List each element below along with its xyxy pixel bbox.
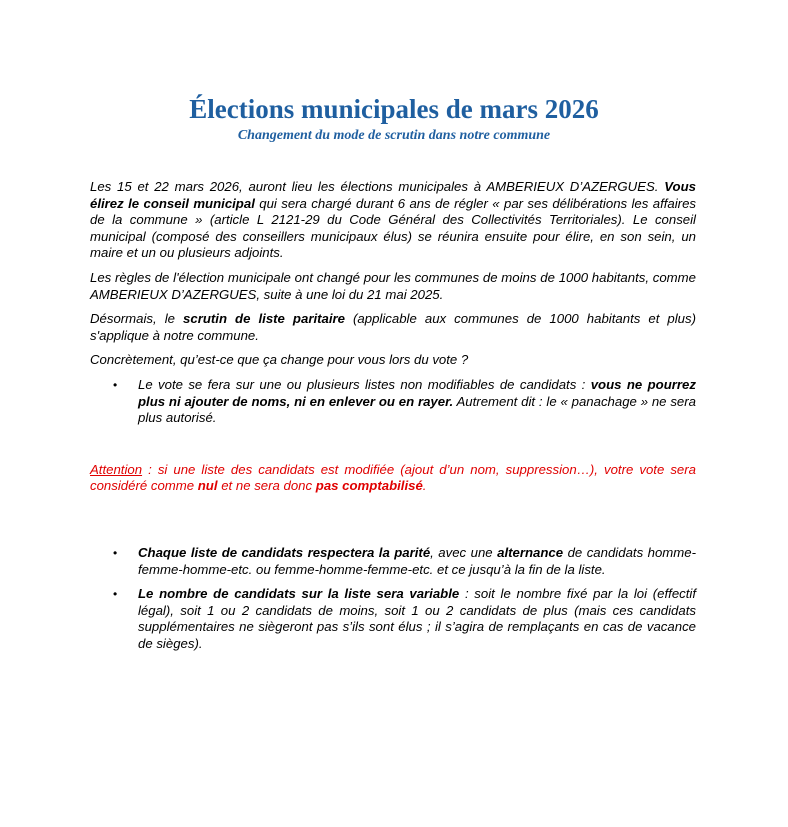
list-item bbox=[113, 544, 696, 578]
paragraph-rules: Les règles de l'élection municipale ont changé pour les communes de moins de 1000 habitants, comme AMBERIEUX D’AZERGUES, suite à une loi du 21 mai 2025. bbox=[90, 269, 696, 302]
bullet1-after: Autrement dit : le « panachage » ne sera plus autorisé. bbox=[138, 393, 696, 426]
bullet1-before: Le vote se fera sur une ou plusieurs listes non modifiables de candidats : bbox=[138, 376, 591, 392]
attention-paragraph bbox=[90, 462, 696, 495]
bullet-list-2 bbox=[90, 545, 696, 653]
page-title: Élections municipales de mars 2026 bbox=[189, 94, 599, 124]
page-subtitle: Changement du mode de scrutin dans notre commune bbox=[237, 128, 551, 143]
spacer bbox=[90, 503, 696, 545]
list-item bbox=[113, 586, 697, 652]
scrutin-before: Désormais, le bbox=[90, 311, 184, 327]
bullet2-text2: de candidats homme-femme-homme-etc. ou femme-homme-femme-etc. et ce jusqu’à la fin de la liste. bbox=[138, 544, 696, 577]
attention-end: . bbox=[422, 478, 427, 494]
scrutin-after: (applicable aux communes de 1000 habitants et plus) s'applique à notre commune. bbox=[90, 311, 697, 343]
bullet3-bold: Le nombre de candidats sur la liste sera variable bbox=[138, 586, 460, 602]
attention-nul: nul bbox=[197, 478, 218, 494]
bullet-icon: • bbox=[113, 587, 118, 602]
bullet-list-1 bbox=[90, 377, 696, 427]
paragraph-scrutin bbox=[90, 311, 696, 344]
bullet2-text1: , avec une bbox=[430, 544, 498, 560]
bullet2-bold2: alternance bbox=[497, 544, 564, 560]
intro-bold: Vous élirez le conseil municipal bbox=[90, 179, 696, 211]
intro-text: Les 15 et 22 mars 2026, auront lieu les élections municipales à AMBERIEUX D’AZERGUES. bbox=[90, 179, 659, 194]
paragraph-question: Concrètement, qu’est-ce que ça change pour vous lors du vote ? bbox=[90, 352, 469, 368]
paragraph-intro bbox=[90, 179, 696, 262]
bullet-icon: • bbox=[113, 545, 118, 560]
attention-text2: et ne sera donc bbox=[217, 478, 316, 494]
document-body bbox=[90, 179, 696, 660]
bullet2-bold1: Chaque liste de candidats respectera la parité bbox=[138, 544, 431, 560]
scrutin-bold: scrutin de liste paritaire bbox=[183, 311, 345, 327]
bullet1-bold: vous ne pourrez plus ni ajouter de noms, ni en enlever ou en rayer. bbox=[138, 376, 696, 409]
intro-rest: qui sera chargé durant 6 ans de régler « par ses délibérations les affaires de la commune » (article L 2121-29 du Code Général des Collectivités Territoriales). Le conseil municipal (composé des conseillers municipaux élus) se réunira ensuite pour élire, en son sein, un maire et un ou plusieurs adjoints. bbox=[90, 195, 696, 261]
bullet-icon: • bbox=[113, 377, 118, 392]
bullet3-text: : soit le nombre fixé par la loi (effectif légal), soit 1 ou 2 candidats de moins, soit 1 ou 2 candidats de plus (mais ces candidats supplémentaires ne siègeront pas s’ils sont élus ; il s’agira de remplaçants en cas de vacance de sièges). bbox=[138, 586, 697, 651]
attention-pas-comptabilise: pas comptabilisé bbox=[315, 478, 423, 494]
spacer bbox=[90, 435, 696, 462]
attention-label: Attention bbox=[90, 461, 143, 477]
attention-text1: : si une liste des candidats est modifiée (ajout d’un nom, suppression…), votre vote sera considéré comme bbox=[90, 461, 696, 494]
list-item bbox=[113, 376, 696, 427]
